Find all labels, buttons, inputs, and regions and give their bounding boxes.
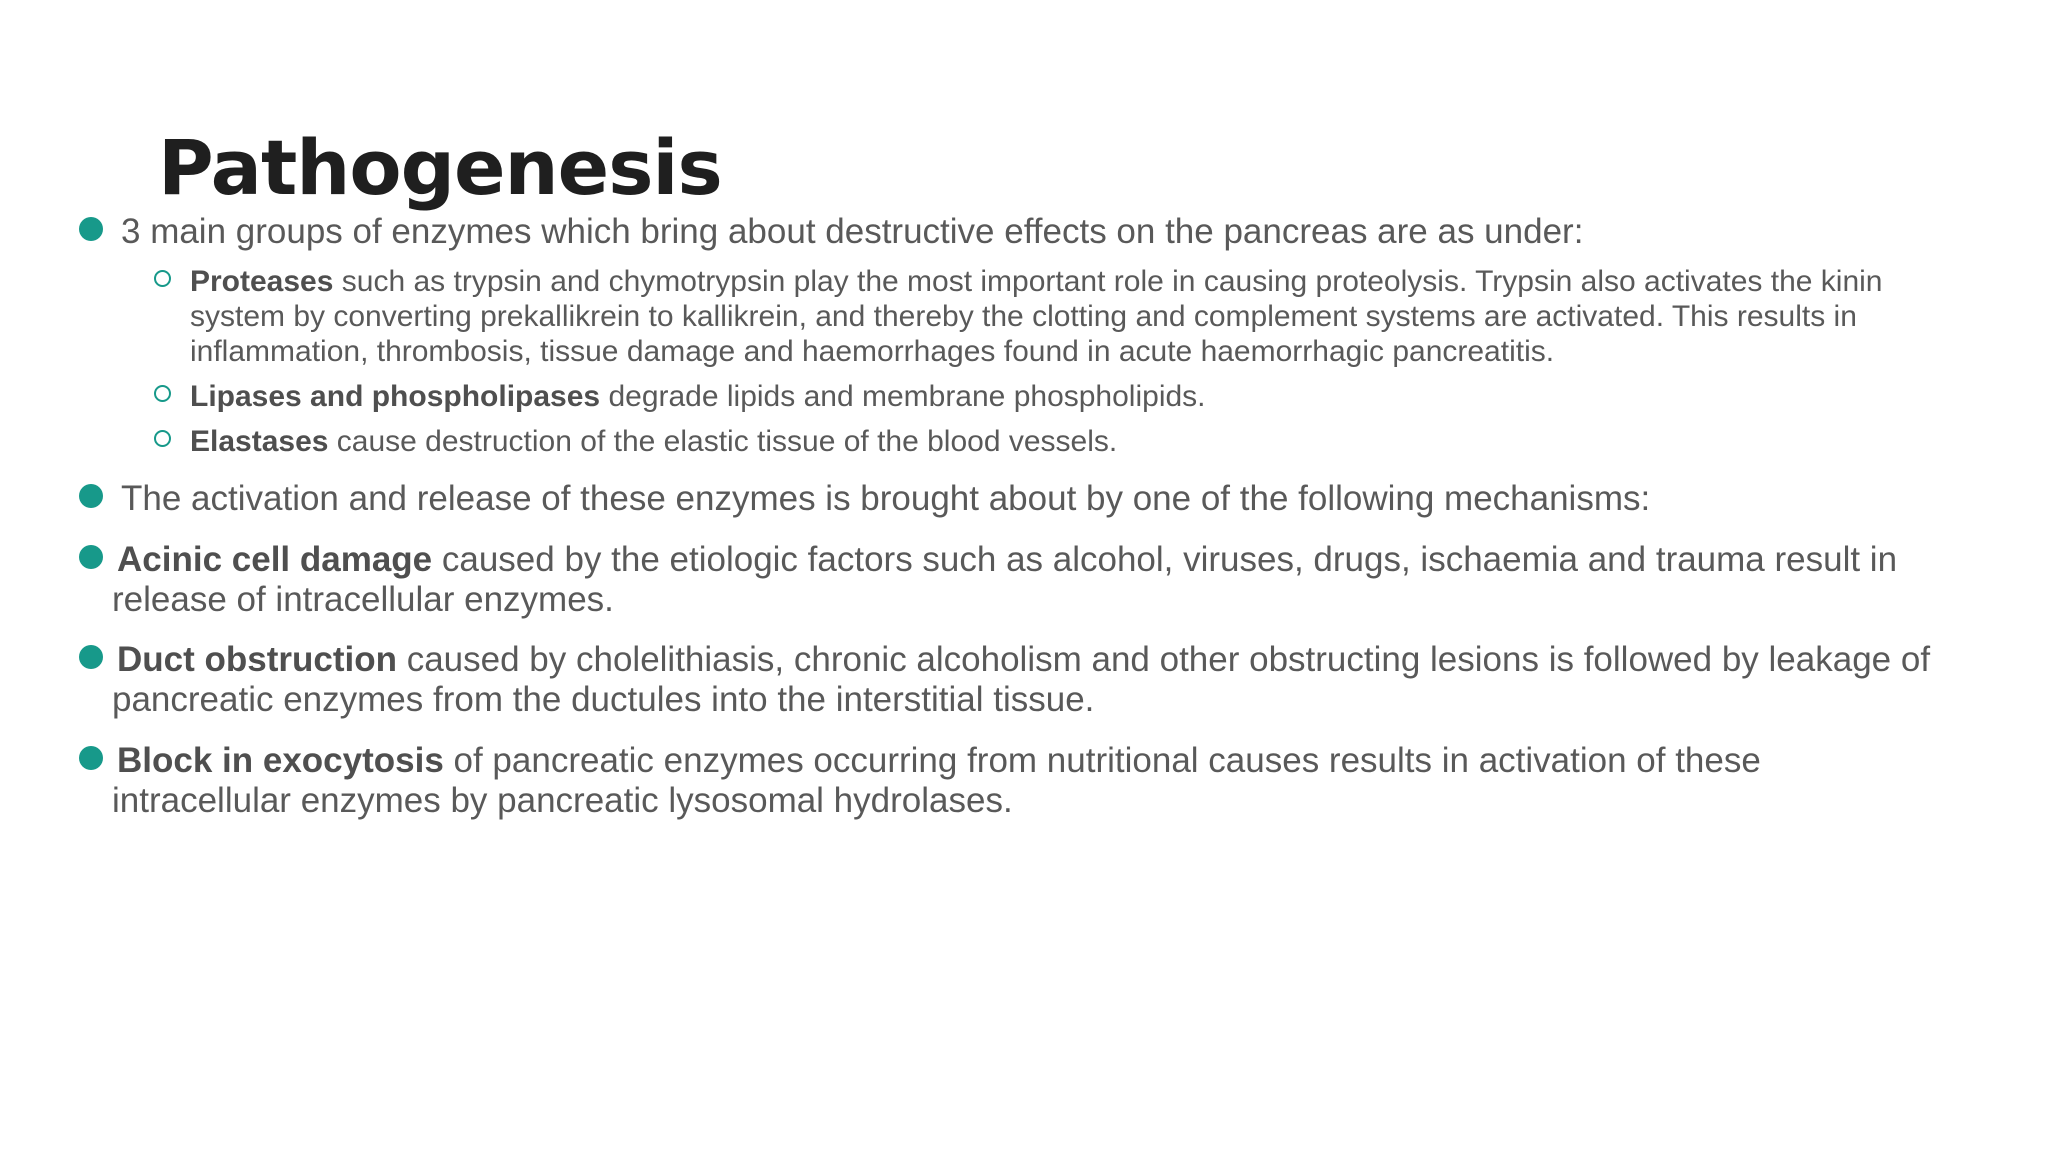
sub-bullet-bold: Lipases and phospholipases <box>190 380 601 413</box>
bullet-icon <box>79 545 103 569</box>
bullet-text: caused by cholelithiasis, chronic alcoholism and other obstructing lesions is followed by leakage of pancreatic enzymes from the ductules into the interstitial tissue. <box>112 640 1931 719</box>
bullet-text: of pancreatic enzymes occurring from nutritional causes results in activation of these intracellular enzymes by pancreatic lysosomal hydrolases. <box>112 741 1761 820</box>
sub-bullet-icon <box>154 430 171 447</box>
sub-list-item <box>190 264 1910 369</box>
list-item <box>112 640 1932 720</box>
sub-bullet-text: degrade lipids and membrane phospholipids. <box>600 380 1206 413</box>
list-item <box>117 479 1937 519</box>
sub-bullet-bold: Proteases <box>190 265 334 298</box>
bullet-icon <box>79 484 103 508</box>
list-item <box>112 741 1932 821</box>
bullet-text: The activation and release of these enzymes is brought about by one of the following mechanisms: <box>121 479 1651 518</box>
sub-bullet-text: such as trypsin and chymotrypsin play the most important role in causing proteolysis. Trypsin also activates the kinin system by converting prekallikrein to kallikrein, and thereby the clotting and complement systems are activated. This results in inflammation, thrombosis, tissue damage and haemorrhages found in acute haemorrhagic pancreatitis. <box>190 265 1883 368</box>
sub-bullet-icon <box>154 385 171 402</box>
sub-bullet-text: cause destruction of the elastic tissue of the blood vessels. <box>328 425 1118 458</box>
bullet-text: caused by the etiologic factors such as alcohol, viruses, drugs, ischaemia and trauma result in release of intracellular enzymes. <box>112 540 1898 619</box>
list-item <box>117 212 1937 252</box>
bullet-icon <box>79 746 103 770</box>
bullet-icon <box>79 217 103 241</box>
sub-list-item <box>190 379 1910 414</box>
bullet-bold: Acinic cell damage <box>117 540 433 579</box>
bullet-bold: Duct obstruction <box>117 640 397 679</box>
bullet-icon <box>79 645 103 669</box>
bullet-text: 3 main groups of enzymes which bring about destructive effects on the pancreas are as under: <box>121 212 1584 251</box>
sub-list-item <box>190 424 1910 459</box>
slide-title: Pathogenesis <box>158 123 722 212</box>
sub-bullet-icon <box>154 270 171 287</box>
sub-bullet-bold: Elastases <box>190 425 329 458</box>
bullet-bold: Block in exocytosis <box>117 741 444 780</box>
list-item <box>112 540 1932 620</box>
